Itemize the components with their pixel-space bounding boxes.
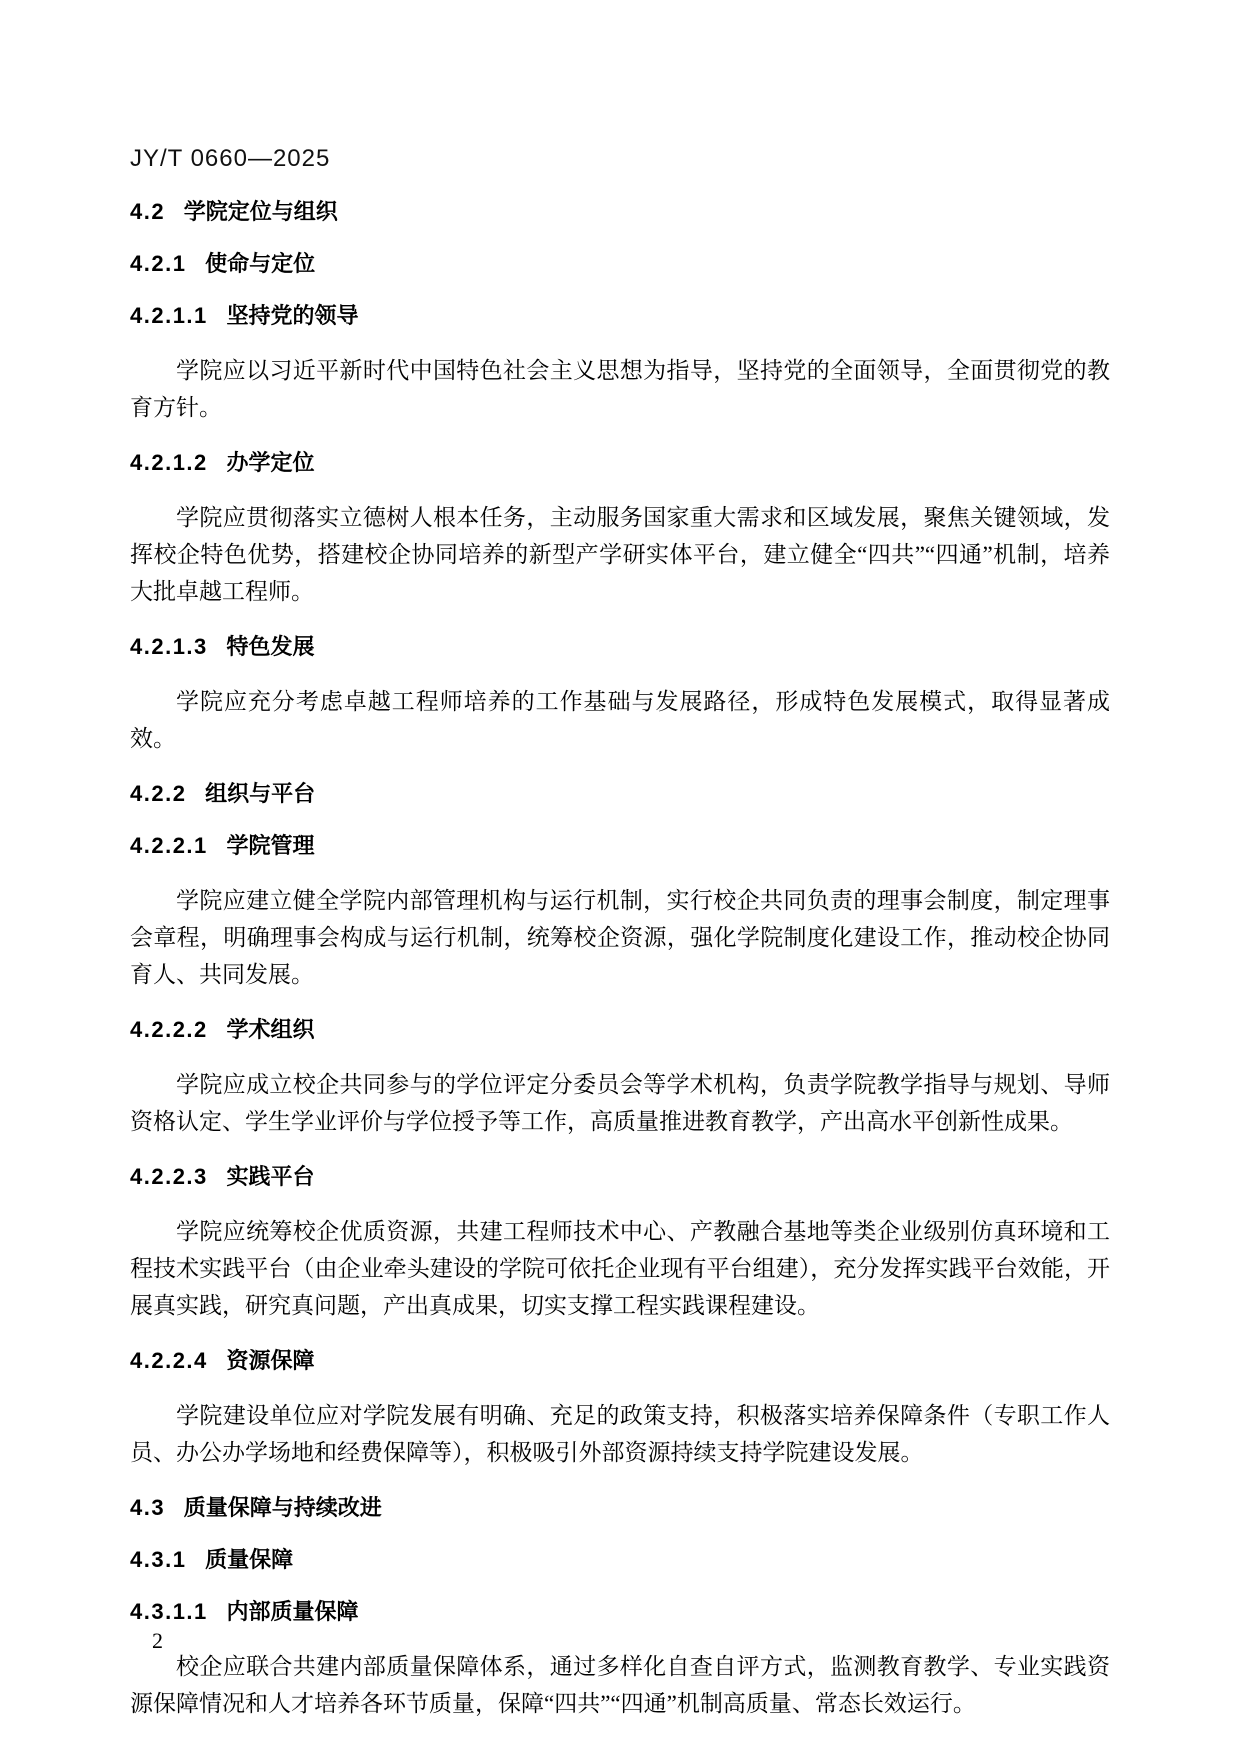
heading-number: 4.2.2: [130, 781, 187, 806]
heading-title: 质量保障: [205, 1547, 294, 1572]
heading-4-2-2-2: [130, 1015, 1110, 1045]
heading-number: 4.3: [130, 1495, 166, 1520]
heading-4-2-2: [130, 779, 1110, 809]
paragraph-4-2-2-3: 学院应统筹校企优质资源，共建工程师技术中心、产教融合基地等类企业级别仿真环境和工程技术实践平台（由企业牵头建设的学院可依托企业现有平台组建），充分发挥实践平台效能，开展真实践，研究真问题，产出真成果，切实支撑工程实践课程建设。: [130, 1219, 1110, 1318]
heading-4-2-2-3: [130, 1162, 1110, 1192]
heading-number: 4.3.1: [130, 1547, 187, 1572]
heading-title: 坚持党的领导: [226, 303, 359, 328]
heading-number: 4.2.1.1: [130, 303, 208, 328]
paragraph-4-2-1-1: 学院应以习近平新时代中国特色社会主义思想为指导，坚持党的全面领导，全面贯彻党的教育方针。: [130, 358, 1110, 420]
heading-title: 办学定位: [226, 450, 315, 475]
heading-number: 4.3.1.1: [130, 1599, 208, 1624]
heading-4-2-1: [130, 249, 1110, 279]
standard-code: JY/T 0660—2025: [130, 145, 331, 172]
heading-4-3: [130, 1493, 1110, 1523]
page-number: 2: [152, 1628, 163, 1653]
heading-number: 4.2.1.3: [130, 634, 208, 659]
paragraph-4-2-2-4: 学院建设单位应对学院发展有明确、充足的政策支持，积极落实培养保障条件（专职工作人员、办公办学场地和经费保障等），积极吸引外部资源持续支持学院建设发展。: [130, 1403, 1110, 1465]
heading-4-3-1: [130, 1545, 1110, 1575]
heading-4-2-2-4: [130, 1346, 1110, 1376]
heading-number: 4.2.2.3: [130, 1164, 208, 1189]
heading-title: 实践平台: [226, 1164, 315, 1189]
heading-4-2-1-1: [130, 301, 1110, 331]
heading-4-2-1-2: [130, 448, 1110, 478]
heading-4-2: [130, 197, 1110, 227]
heading-number: 4.2.2.4: [130, 1348, 208, 1373]
paragraph-4-2-2-1: 学院应建立健全学院内部管理机构与运行机制，实行校企共同负责的理事会制度，制定理事会章程，明确理事会构成与运行机制，统筹校企资源，强化学院制度化建设工作，推动校企协同育人、共同发展。: [130, 888, 1110, 987]
heading-title: 组织与平台: [205, 781, 316, 806]
paragraph-4-3-1-1: 校企应联合共建内部质量保障体系，通过多样化自查自评方式，监测教育教学、专业实践资源保障情况和人才培养各环节质量，保障“四共”“四通”机制高质量、常态长效运行。: [130, 1654, 1110, 1716]
heading-4-3-1-1: [130, 1597, 1110, 1627]
heading-title: 使命与定位: [205, 251, 316, 276]
heading-title: 内部质量保障: [226, 1599, 359, 1624]
heading-number: 4.2.2.1: [130, 833, 208, 858]
heading-title: 资源保障: [226, 1348, 315, 1373]
paragraph-4-2-1-3: 学院应充分考虑卓越工程师培养的工作基础与发展路径，形成特色发展模式，取得显著成效。: [130, 689, 1110, 751]
heading-title: 质量保障与持续改进: [183, 1495, 382, 1520]
heading-number: 4.2: [130, 199, 166, 224]
heading-title: 特色发展: [226, 634, 315, 659]
heading-title: 学院管理: [226, 833, 315, 858]
heading-title: 学术组织: [226, 1017, 315, 1042]
heading-number: 4.2.1.2: [130, 450, 208, 475]
heading-number: 4.2.2.2: [130, 1017, 208, 1042]
heading-title: 学院定位与组织: [183, 199, 338, 224]
heading-number: 4.2.1: [130, 251, 187, 276]
heading-4-2-1-3: [130, 632, 1110, 662]
paragraph-4-2-2-2: 学院应成立校企共同参与的学位评定分委员会等学术机构，负责学院教学指导与规划、导师资格认定、学生学业评价与学位授予等工作，高质量推进教育教学，产出高水平创新性成果。: [130, 1072, 1110, 1134]
heading-4-2-2-1: [130, 831, 1110, 861]
paragraph-4-2-1-2: 学院应贯彻落实立德树人根本任务，主动服务国家重大需求和区域发展，聚焦关键领域，发挥校企特色优势，搭建校企协同培养的新型产学研实体平台，建立健全“四共”“四通”机制，培养大批卓越工程师。: [130, 505, 1110, 604]
